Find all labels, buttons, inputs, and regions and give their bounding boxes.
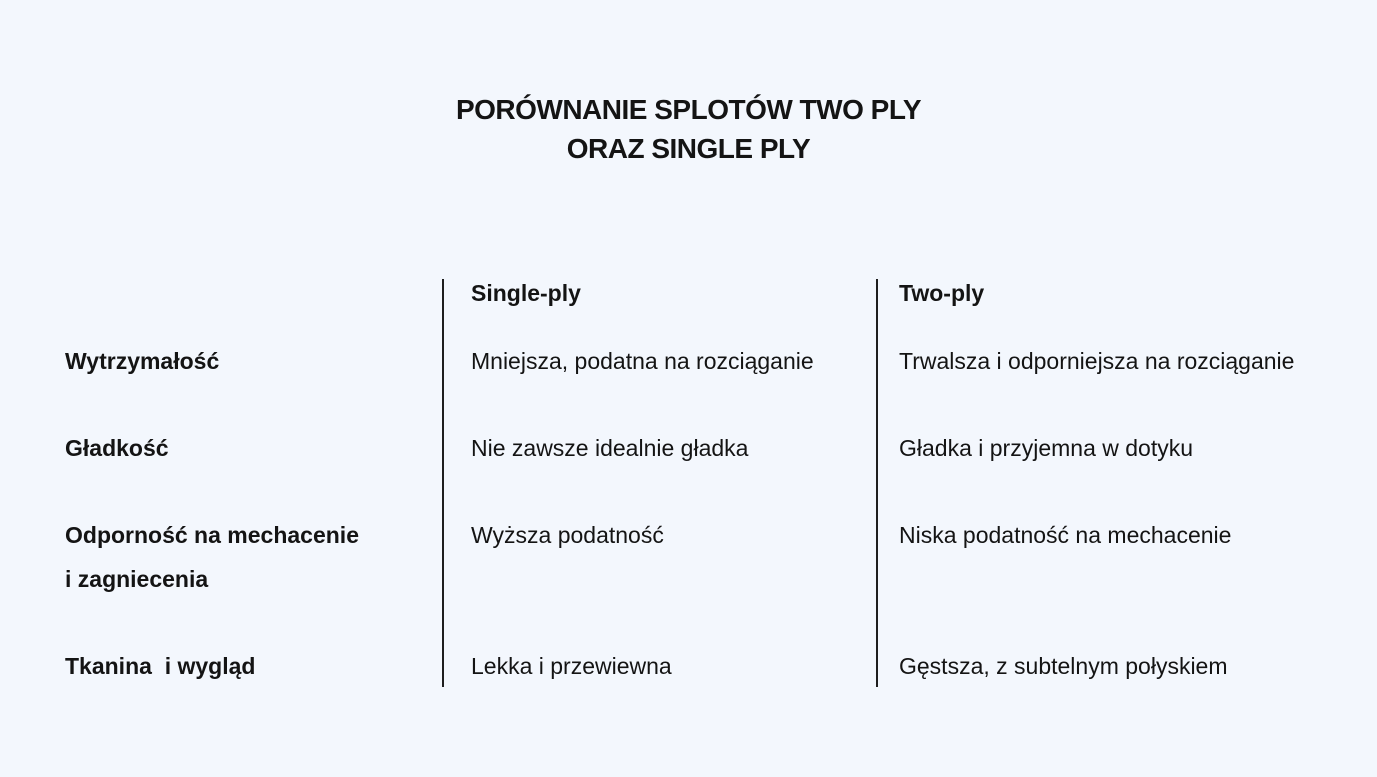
cell-two-odpornosc: Niska podatność na mechacenie <box>899 522 1232 548</box>
title-line-1: PORÓWNANIE SPLOTÓW TWO PLY <box>455 94 922 125</box>
header-single-ply: Single-ply <box>471 280 581 306</box>
cell-two-wytrzymalosc: Trwalsza i odporniejsza na rozciąganie <box>899 348 1295 374</box>
row-label-gladkosc: Gładkość <box>65 435 169 461</box>
cell-single-gladkosc: Nie zawsze idealnie gładka <box>471 435 749 461</box>
row-label-odpornosc-line-2: i zagniecenia <box>65 566 209 592</box>
title-line-2: ORAZ SINGLE PLY <box>566 133 811 164</box>
cell-single-tkanina: Lekka i przewiewna <box>471 653 672 679</box>
header-two-ply: Two-ply <box>899 280 985 306</box>
row-label-wytrzymalosc: Wytrzymałość <box>65 348 220 374</box>
column-divider-2 <box>876 279 878 687</box>
cell-two-tkanina: Gęstsza, z subtelnym połyskiem <box>899 653 1228 679</box>
column-divider-1 <box>442 279 444 687</box>
row-label-tkanina: Tkanina i wygląd <box>65 653 256 679</box>
cell-single-wytrzymalosc: Mniejsza, podatna na rozciąganie <box>471 348 814 374</box>
cell-single-odpornosc: Wyższa podatność <box>471 522 664 548</box>
row-label-odpornosc-line-1: Odporność na mechacenie <box>65 522 359 548</box>
cell-two-gladkosc: Gładka i przyjemna w dotyku <box>899 435 1194 461</box>
